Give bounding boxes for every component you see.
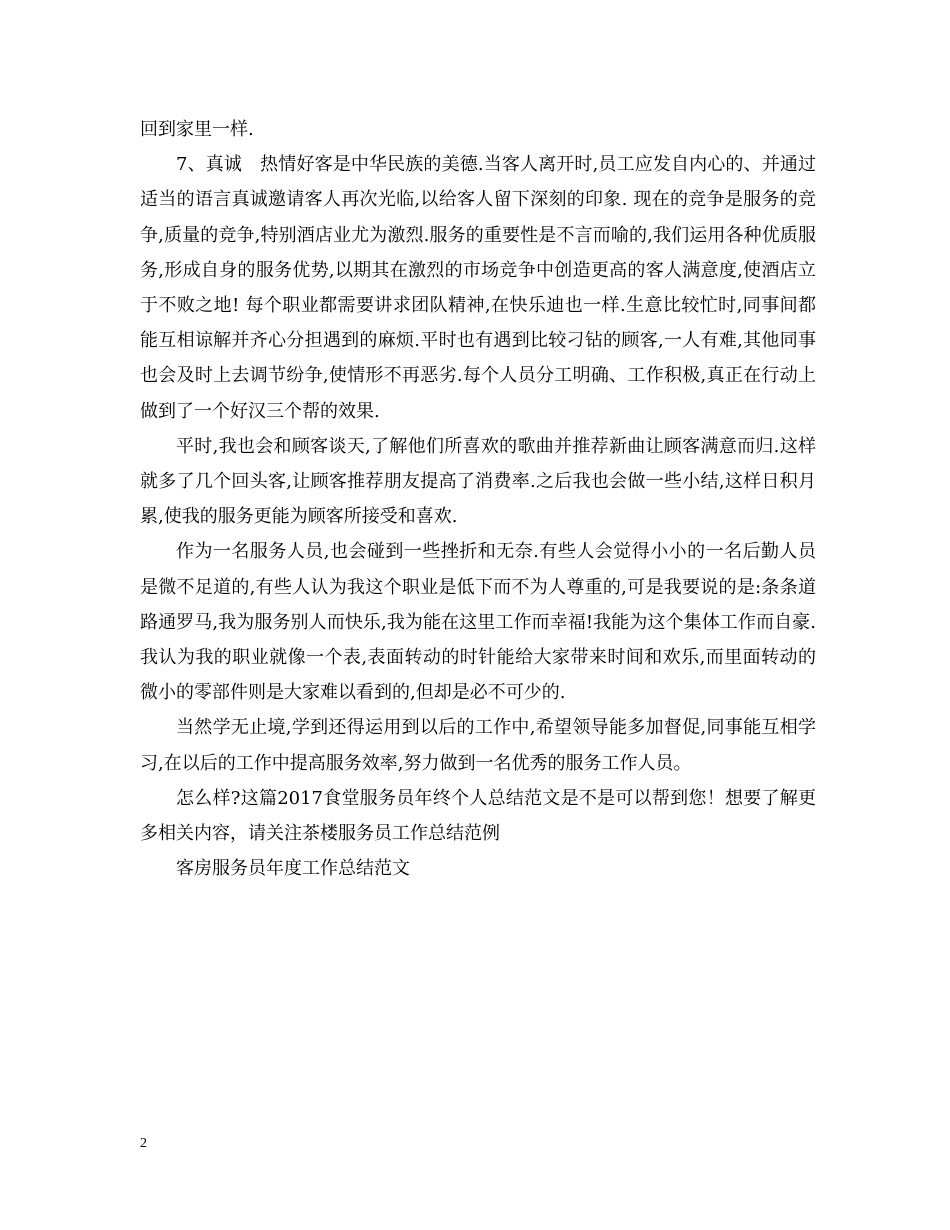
paragraph-continuous-learning: 当然学无止境,学到还得运用到以后的工作中,希望领导能多加督促,同事能互相学习,在以后的工作中提高服务效率,努力做到一名优秀的服务工作人员。	[140, 717, 816, 774]
document-body	[140, 112, 816, 886]
paragraph-sincerity: 7、真诚 热情好客是中华民族的美德.当客人离开时,员工应发自内心的、并通过适当的语言真诚邀请客人再次光临,以给客人留下深刻的印象. 现在的竞争是服务的竞争,质量的竞争,特别酒店业尤为激烈.服务的重要性是不言而喻的,我们运用各种优质服务,形成自身的服务优势,以期其在激烈的市场竞争中创造更高的客人满意度,使酒店立于不败之地! 每个职业都需要讲求团队精神,在快乐迪也一样.生意比较忙时,同事间都能互相谅解并齐心分担遇到的麻烦.平时也有遇到比较刁钻的顾客,一人有难,其他同事也会及时上去调节纷争,使情形不再恶劣.每个人员分工明确、工作积极,真正在行动上做到了一个好汉三个帮的效果.	[140, 154, 816, 422]
paragraph-continuation: 回到家里一样.	[140, 119, 254, 140]
paragraph-service-staff: 作为一名服务人员,也会碰到一些挫折和无奈.有些人会觉得小小的一名后勤人员是微不足道的,有些人认为我这个职业是低下而不为人尊重的,可是我要说的是:条条道路通罗马,我为服务别人而快乐,我为能在这里工作而幸福!我能为这个集体工作而自豪.我认为我的职业就像一个表,表面转动的时针能给大家带来时间和欢乐,而里面转动的微小的零部件则是大家难以看到的,但却是必不可少的.	[140, 541, 816, 704]
page-number: 2	[140, 1136, 147, 1151]
paragraph-chatting-with-customers: 平时,我也会和顾客谈天,了解他们所喜欢的歌曲并推荐新曲让顾客满意而归.这样就多了几个回头客,让顾客推荐朋友提高了消费率.之后我也会做一些小结,这样日积月累,使我的服务更能为顾客所接受和喜欢.	[140, 435, 816, 528]
paragraph-related-link[interactable]: 客房服务员年度工作总结范文	[176, 858, 410, 880]
paragraph-related-content: 怎么样?这篇2017食堂服务员年终个人总结范文是不是可以帮到您！想要了解更多相关内容，请关注茶楼服务员工作总结范例	[140, 787, 816, 845]
